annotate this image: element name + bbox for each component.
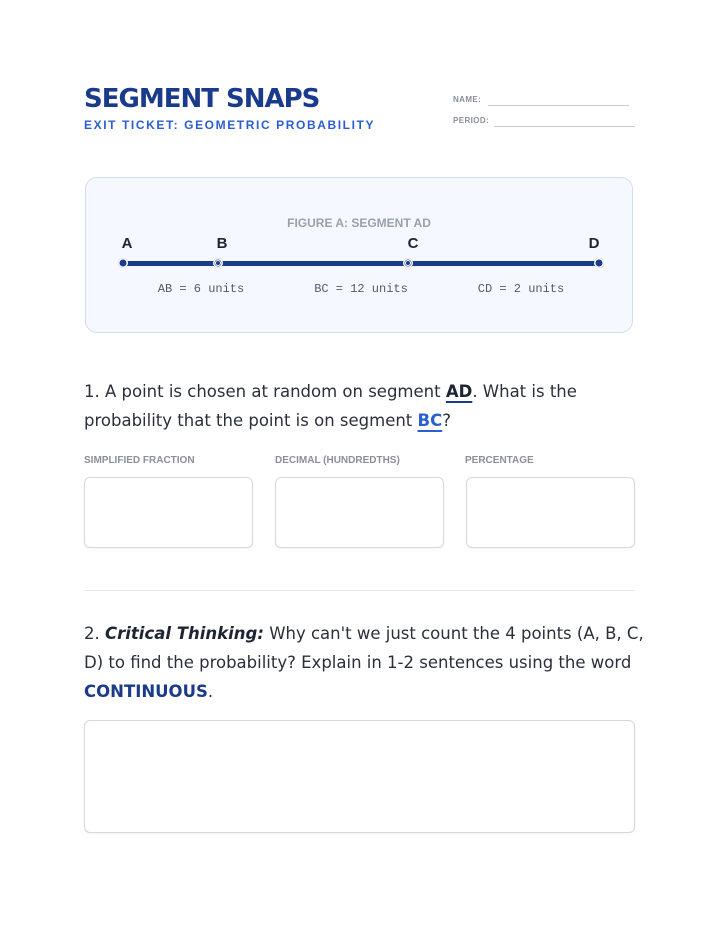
question-1: [84, 377, 644, 435]
point-b-dot: [213, 258, 223, 268]
name-field[interactable]: [488, 105, 629, 106]
q1-text-a: A point is chosen at random on segment: [99, 382, 446, 401]
q2-number: 2.: [84, 624, 100, 643]
worksheet-title: SEGMENT SNAPS: [84, 84, 320, 114]
q1-segment-ad: AD: [445, 382, 473, 401]
q1-segment-bc: BC: [417, 411, 443, 430]
segment-ad-line: [123, 261, 599, 266]
worksheet-subtitle: EXIT TICKET: GEOMETRIC PROBABILITY: [84, 118, 376, 132]
q2-keyword: CONTINUOUS: [84, 682, 208, 701]
fraction-label: SIMPLIFIED FRACTION: [84, 455, 195, 466]
point-label-a: A: [121, 235, 133, 252]
name-label: NAME:: [453, 95, 482, 104]
q2-text-b: .: [207, 682, 214, 701]
percentage-answer-box[interactable]: [466, 477, 635, 548]
q2-critical-label: Critical Thinking:: [105, 624, 264, 643]
figure-caption: FIGURE A: SEGMENT AD: [287, 216, 431, 230]
q2-text-a: Why can't we just count the 4 points (A, B, C, D) to find the probability? Explain in 1-2 sentences using the word: [84, 624, 644, 672]
figure-panel: [85, 177, 633, 333]
decimal-answer-box[interactable]: [275, 477, 444, 548]
length-bc: BC = 12 units: [314, 282, 408, 296]
point-d-dot: [594, 258, 604, 268]
point-label-d: D: [588, 235, 600, 252]
question-2: [84, 619, 644, 706]
q1-text-c: ?: [442, 411, 451, 430]
percentage-label: PERCENTAGE: [465, 455, 534, 466]
fraction-answer-box[interactable]: [84, 477, 253, 548]
q1-number: 1.: [84, 382, 100, 401]
point-label-b: B: [216, 235, 228, 252]
length-ab: AB = 6 units: [157, 282, 245, 296]
period-label: PERIOD:: [453, 116, 490, 125]
decimal-label: DECIMAL (HUNDREDTHS): [275, 455, 400, 466]
q1-text-b: . What is the probability that the point is on segment: [84, 382, 577, 430]
point-c-dot: [403, 258, 413, 268]
period-field[interactable]: [494, 126, 635, 127]
section-divider: [84, 590, 635, 591]
point-label-c: C: [407, 235, 419, 252]
explanation-answer-box[interactable]: [84, 720, 635, 833]
length-cd: CD = 2 units: [477, 282, 565, 296]
point-a-dot: [118, 258, 128, 268]
